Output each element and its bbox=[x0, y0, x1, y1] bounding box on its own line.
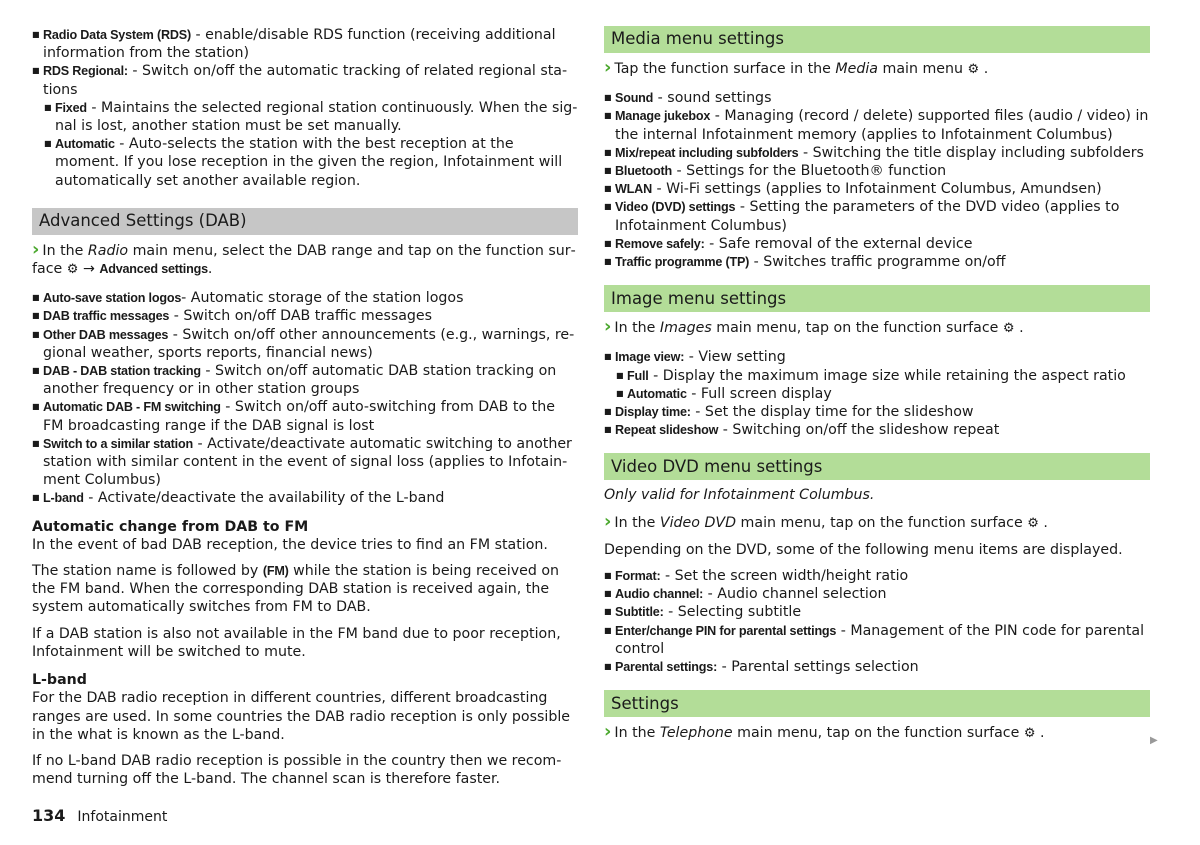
item-term: Automatic bbox=[55, 137, 115, 152]
item-term: Video (DVD) settings bbox=[615, 200, 736, 215]
gear-icon: ⚙ bbox=[967, 62, 980, 77]
rds-sub-list bbox=[32, 99, 578, 190]
list-item bbox=[604, 89, 1150, 107]
item-term: Sound bbox=[615, 91, 654, 106]
list-item bbox=[604, 253, 1150, 271]
step-text: In the bbox=[614, 514, 660, 531]
item-term: Auto-save station logos bbox=[43, 291, 182, 306]
item-text: - Full screen display bbox=[686, 385, 832, 402]
paragraph-text: The station name is followed by bbox=[32, 563, 263, 580]
page-footer bbox=[32, 806, 167, 825]
item-text: - Display the maximum image size while retaining the aspect ratio bbox=[648, 367, 1126, 384]
list-item bbox=[32, 26, 578, 62]
item-text: - Set the display time for the slideshow bbox=[690, 404, 974, 421]
list-item bbox=[604, 585, 1150, 603]
item-term: RDS Regional: bbox=[43, 64, 128, 79]
list-item bbox=[604, 162, 1150, 180]
step-text: In the bbox=[614, 725, 660, 742]
settings-step bbox=[604, 723, 1150, 743]
step-menu-name: Images bbox=[659, 320, 712, 337]
item-term: Automatic DAB - FM switching bbox=[43, 400, 221, 415]
step-text: main menu, tap on the function surface bbox=[736, 514, 1028, 531]
item-text: - sound settings bbox=[653, 90, 772, 107]
list-item bbox=[604, 403, 1150, 421]
step-menu-name: Radio bbox=[87, 242, 129, 259]
item-term: Full bbox=[627, 368, 649, 383]
section-heading-media: Media menu settings bbox=[604, 26, 1150, 53]
media-step bbox=[604, 59, 1150, 79]
step-text: main menu, tap on the function surface bbox=[711, 320, 1003, 337]
item-text: - Management of the PIN code for parental control bbox=[615, 622, 1145, 657]
step-text: main menu, tap on the function surface bbox=[732, 725, 1024, 742]
image-step bbox=[604, 318, 1150, 338]
item-text: - Automatic storage of the station logos bbox=[181, 290, 464, 307]
gear-icon: ⚙ bbox=[1027, 515, 1039, 531]
list-item bbox=[604, 603, 1150, 621]
item-term: Other DAB messages bbox=[43, 327, 169, 342]
arrow-icon: → bbox=[78, 261, 100, 278]
fm-term: (FM) bbox=[262, 564, 289, 579]
left-column bbox=[32, 26, 578, 788]
item-term: DAB traffic messages bbox=[43, 309, 170, 324]
list-item bbox=[604, 421, 1150, 439]
item-term: Enter/change PIN for parental settings bbox=[615, 623, 837, 638]
item-term: Radio Data System (RDS) bbox=[43, 28, 191, 42]
lband-text: For the DAB radio reception in different countries, different broadcasting ranges are used. In some countries the DAB radio reception is only possible in the what is known as the L-band. bbox=[32, 690, 570, 743]
item-text: - Set the screen width/height ratio bbox=[660, 568, 909, 585]
list-item bbox=[32, 398, 578, 434]
item-text: - Maintains the selected regional station continuously. When the signal is lost, another station must be set manually. bbox=[55, 99, 578, 135]
list-item bbox=[616, 385, 1150, 403]
list-item bbox=[604, 198, 1150, 234]
list-item bbox=[44, 99, 578, 135]
item-text: - Safe removal of the external device bbox=[704, 235, 973, 252]
list-item bbox=[32, 435, 578, 490]
list-item bbox=[32, 362, 578, 398]
step-term: Advanced settings bbox=[99, 262, 208, 277]
video-list bbox=[604, 567, 1150, 676]
next-page-icon: ▶ bbox=[1150, 735, 1158, 746]
item-text: - Auto-selects the station with the best reception at the moment. If you lose reception in the given the region, Infotainment will automatically set another available region. bbox=[55, 136, 563, 189]
item-term: L-band bbox=[43, 491, 84, 506]
item-term: Display time: bbox=[615, 405, 691, 420]
item-term: WLAN bbox=[615, 182, 652, 197]
image-sub-list bbox=[604, 367, 1150, 403]
list-item bbox=[32, 289, 578, 307]
section-heading-image: Image menu settings bbox=[604, 285, 1150, 312]
item-text: - Switch on/off auto-switching from DAB to the FM broadcasting range if the DAB signal is lost bbox=[43, 399, 555, 434]
dab-list bbox=[32, 289, 578, 507]
item-text: - Switch on/off automatic DAB station tracking on another frequency or in other station groups bbox=[43, 363, 557, 398]
list-item bbox=[44, 135, 578, 190]
step-menu-name: Video DVD bbox=[659, 514, 737, 531]
item-text: - enable/disable RDS function (receiving additional information from the station) bbox=[43, 27, 556, 62]
right-column bbox=[604, 26, 1150, 743]
item-text: - Activate/deactivate the availability of the L-band bbox=[83, 490, 445, 507]
item-term: Remove safely: bbox=[615, 236, 705, 251]
list-item bbox=[604, 144, 1150, 162]
step-text: In the bbox=[614, 320, 660, 337]
item-term: Bluetooth bbox=[615, 164, 672, 179]
step-text: In the bbox=[42, 242, 88, 259]
footer-section: Infotainment bbox=[77, 809, 168, 825]
item-term: Audio channel: bbox=[615, 587, 704, 602]
paragraph-text: while the station is being received on the FM band. When the corresponding DAB station is received again, the system automatically switches from FM to DAB. bbox=[32, 563, 560, 616]
item-text: - Switch on/off DAB traffic messages bbox=[169, 308, 433, 325]
item-text: - Switching the title display including subfolders bbox=[798, 144, 1144, 161]
item-text: - Selecting subtitle bbox=[663, 604, 802, 621]
list-item bbox=[604, 107, 1150, 143]
list-item bbox=[604, 180, 1150, 198]
item-term: Subtitle: bbox=[615, 605, 664, 620]
item-text: - Switch on/off other announcements (e.g., warnings, regional weather, sports reports, financial news) bbox=[43, 326, 575, 361]
item-term: DAB - DAB station tracking bbox=[43, 364, 201, 379]
list-item bbox=[616, 367, 1150, 385]
list-item bbox=[604, 235, 1150, 253]
auto-change-text: In the event of bad DAB reception, the device tries to find an FM station. bbox=[32, 536, 548, 553]
item-term: Switch to a similar station bbox=[43, 436, 193, 451]
image-list bbox=[604, 403, 1150, 439]
item-term: Parental settings: bbox=[615, 660, 718, 675]
item-text: - Managing (record / delete) supported files (audio / video) in the internal Infotainment memory (applies to Infotainment Columbus) bbox=[615, 108, 1149, 143]
list-item bbox=[32, 62, 578, 98]
item-term: Automatic bbox=[627, 386, 687, 401]
section-heading-settings: Settings bbox=[604, 690, 1150, 717]
lband-heading: L-band bbox=[32, 672, 87, 689]
list-item bbox=[604, 567, 1150, 585]
station-name-text bbox=[32, 562, 578, 617]
step-text: . bbox=[979, 61, 989, 77]
step-text: . bbox=[207, 261, 213, 278]
step-text: main menu, select the DAB range and tap on the function surface bbox=[32, 242, 576, 278]
item-text: - Activate/deactivate automatic switching to another station with similar content in the event of signal loss (applies to Infotainment Columbus) bbox=[43, 435, 572, 489]
list-item bbox=[32, 326, 578, 362]
video-note: Only valid for Infotainment Columbus. bbox=[604, 487, 875, 504]
step-text: . bbox=[1014, 320, 1024, 337]
item-text: - Settings for the Bluetooth® function bbox=[671, 163, 947, 180]
dab-step bbox=[32, 241, 578, 279]
gear-icon: ⚙ bbox=[1002, 321, 1015, 337]
step-text: Tap the function surface in the bbox=[614, 61, 836, 77]
step-text: main menu bbox=[878, 61, 968, 77]
rds-list bbox=[32, 26, 578, 99]
video-step bbox=[604, 513, 1150, 533]
page-number: 134 bbox=[32, 806, 66, 825]
item-term: Manage jukebox bbox=[615, 109, 711, 124]
item-text: - Parental settings selection bbox=[717, 659, 919, 676]
item-term: Mix/repeat including subfolders bbox=[615, 145, 799, 160]
item-term: Format: bbox=[615, 569, 661, 584]
section-heading-video: Video DVD menu settings bbox=[604, 453, 1150, 480]
item-text: - Switches traffic programme on/off bbox=[749, 254, 1006, 271]
step-menu-name: Media bbox=[835, 61, 879, 77]
media-list bbox=[604, 89, 1150, 271]
item-term: Fixed bbox=[55, 100, 87, 115]
item-term: Image view: bbox=[615, 350, 685, 365]
item-text: - Audio channel selection bbox=[703, 586, 887, 603]
list-item bbox=[604, 658, 1150, 676]
list-item bbox=[32, 489, 578, 507]
list-item bbox=[604, 348, 1150, 366]
item-text: - Wi-Fi settings (applies to Infotainment Columbus, Amundsen) bbox=[651, 181, 1102, 198]
auto-change-heading: Automatic change from DAB to FM bbox=[32, 518, 309, 535]
step-text: . bbox=[1038, 514, 1048, 531]
gear-icon: ⚙ bbox=[66, 262, 79, 278]
section-heading-advanced-dab: Advanced Settings (DAB) bbox=[32, 208, 578, 235]
list-item bbox=[604, 622, 1150, 658]
list-item bbox=[32, 307, 578, 325]
step-text: . bbox=[1035, 725, 1045, 742]
item-text: - View setting bbox=[684, 349, 786, 366]
item-term: Traffic programme (TP) bbox=[615, 255, 750, 270]
item-term: Repeat slideshow bbox=[615, 423, 719, 438]
video-depending: Depending on the DVD, some of the following menu items are displayed. bbox=[604, 541, 1123, 558]
item-text: - Switch on/off the automatic tracking of related regional stations bbox=[43, 63, 568, 98]
gear-icon: ⚙ bbox=[1023, 726, 1036, 742]
step-menu-name: Telephone bbox=[659, 725, 733, 742]
mute-text: If a DAB station is also not available in the FM band due to poor reception, Infotainment will be switched to mute. bbox=[32, 625, 561, 660]
lband-text-2: If no L-band DAB radio reception is possible in the country then we recommend turning off the L-band. The channel scan is therefore faster. bbox=[32, 752, 562, 788]
item-text: - Setting the parameters of the DVD video (applies to Infotainment Columbus) bbox=[615, 199, 1120, 234]
item-text: - Switching on/off the slideshow repeat bbox=[718, 422, 1000, 439]
